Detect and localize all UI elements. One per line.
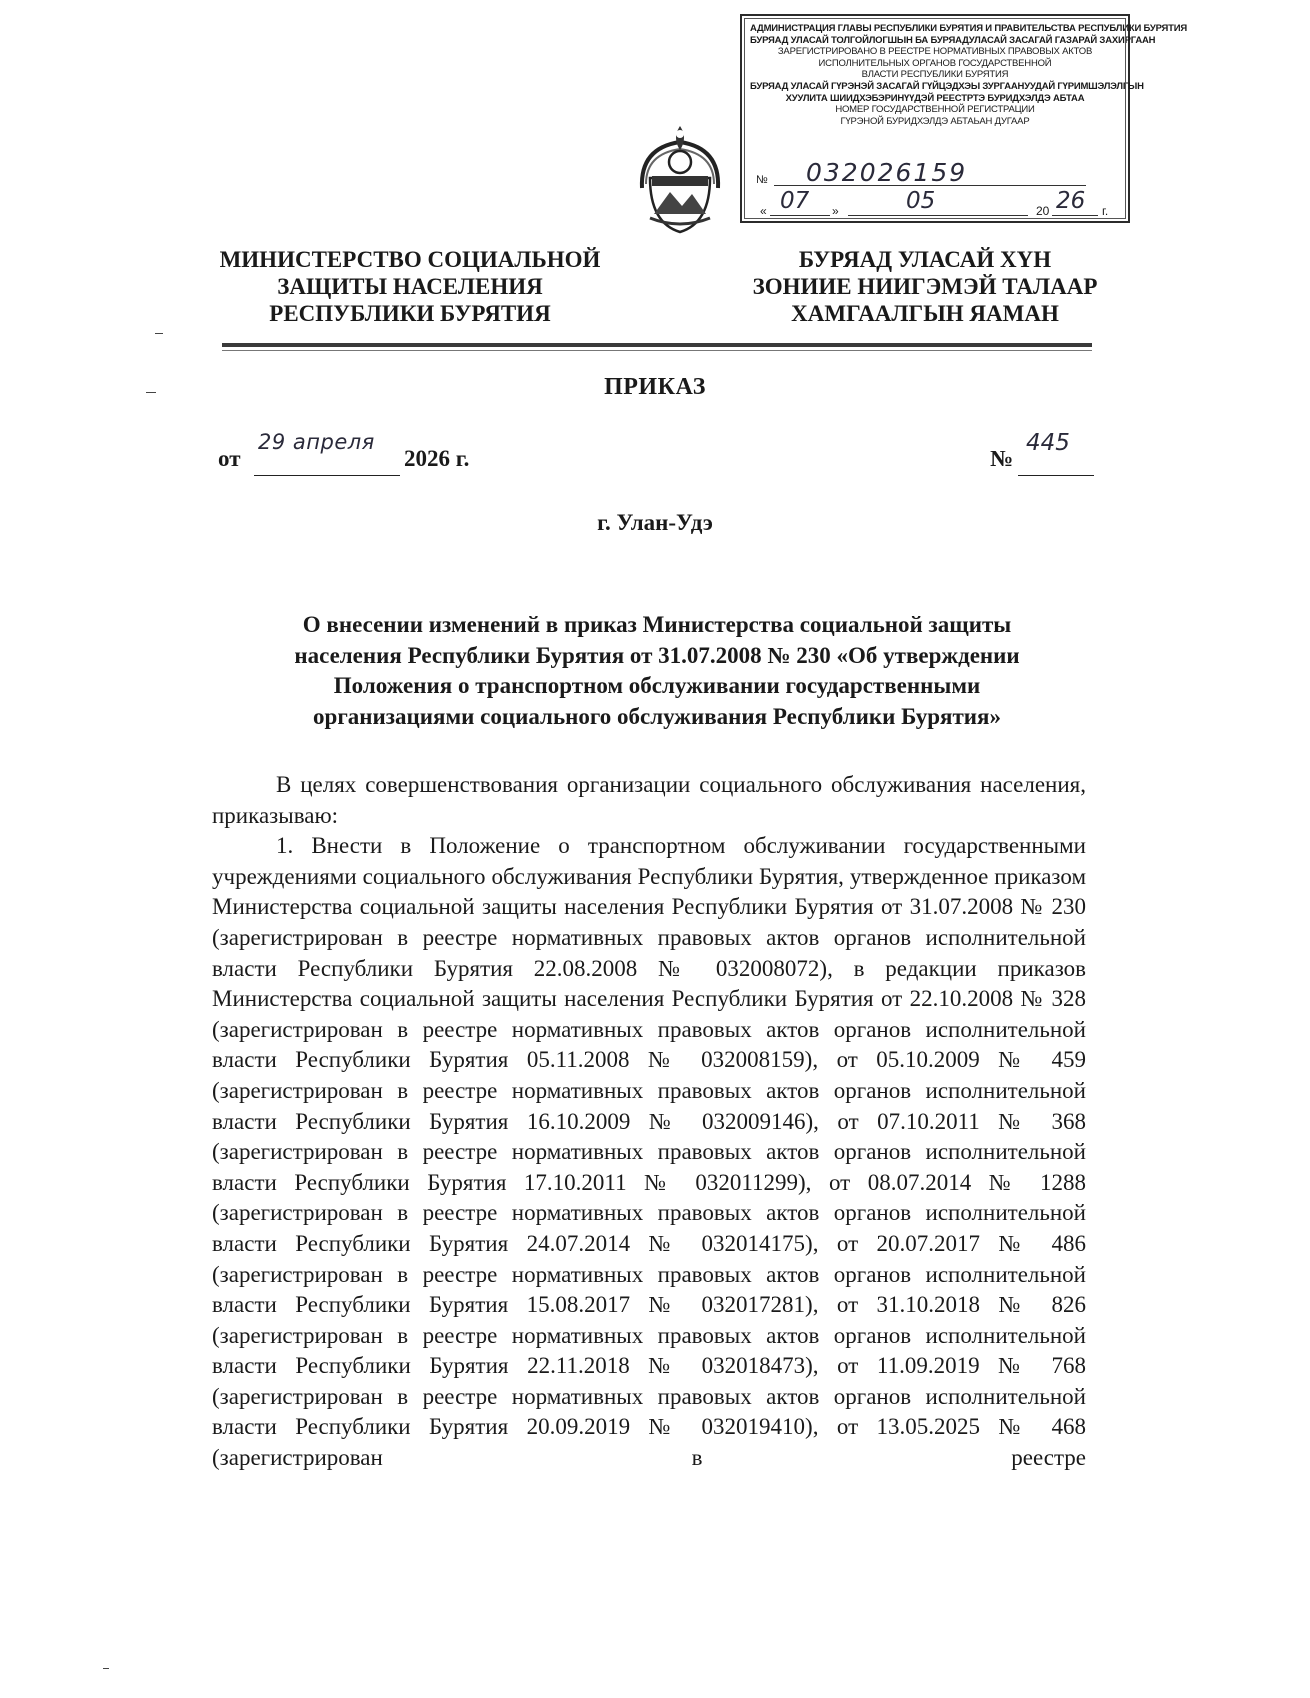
stamp-number-handwritten: 032026159 — [806, 158, 968, 187]
ministry-name-russian — [205, 246, 615, 327]
header-divider-thick — [222, 343, 1092, 347]
date-handwritten: 29 апреля — [258, 430, 375, 454]
stamp-month-underline — [848, 215, 1028, 216]
title-line: Положения о транспортном обслуживании государственными — [333, 673, 981, 698]
stamp-line: БУРЯАД УЛАСАЙ ГҮРЭНЭЙ ЗАСАГАЙ ГҮЙЦЭДХЭЫ ЗУРГААНУУДАЙ ГҮРИМШЭЛЭЛГЫН — [750, 80, 1144, 92]
header-left-line: МИНИСТЕРСТВО СОЦИАЛЬНОЙ — [219, 247, 601, 272]
stamp-line: ГҮРЭНОЙ БУРИДХЭЛДЭ АБТАЬАН ДУГААР — [840, 115, 1030, 127]
number-handwritten: 445 — [1026, 430, 1070, 456]
title-line: населения Республики Бурятия от 31.07.2008 № 230 «Об утверждении — [294, 642, 1020, 668]
date-underline — [254, 475, 400, 476]
stamp-year-underline — [1052, 215, 1098, 216]
scan-mark — [155, 333, 163, 334]
scan-mark — [146, 392, 156, 393]
header-right-line: БУРЯАД УЛАСАЙ ХҮН — [798, 247, 1052, 272]
title-line: организациями социального обслуживания Республики Бурятия» — [313, 703, 1001, 729]
stamp-year-g: г. — [1102, 204, 1109, 218]
scan-mark — [103, 1668, 109, 1669]
number-prefix: № — [990, 446, 1014, 471]
header-right-line: ЗОНИИЕ НИИГЭМЭЙ ТАЛААР — [752, 274, 1098, 299]
stamp-number-prefix: № — [756, 174, 768, 186]
stamp-line: ВЛАСТИ РЕСПУБЛИКИ БУРЯТИЯ — [861, 69, 1009, 81]
ministry-name-buryat — [740, 246, 1110, 327]
stamp-line: БУРЯАД УЛАСАЙ ТОЛГОЙЛОГШЫН БА БУРЯАДУЛАСАЙ ЗАСАГАЙ ГАЗАРАЙ ЗАХИРГААН — [750, 34, 1156, 46]
stamp-line: АДМИНИСТРАЦИЯ ГЛАВЫ РЕСПУБЛИКИ БУРЯТИЯ И ПРАВИТЕЛЬСТВА РЕСПУБЛИКИ БУРЯТИЯ — [750, 23, 1188, 34]
title-line: О внесении изменений в приказ Министерства социальной защиты — [302, 612, 1012, 637]
stamp-month-handwritten: 05 — [906, 188, 936, 214]
stamp-line: ИСПОЛНИТЕЛЬНЫХ ОРГАНОВ ГОСУДАРСТВЕННОЙ — [818, 57, 1052, 69]
city: г. Улан-Удэ — [597, 510, 713, 535]
header-right-line: ХАМГААЛГЫН ЯАМАН — [791, 301, 1059, 326]
document-type: ПРИКАЗ — [604, 374, 706, 400]
coat-of-arms-icon — [630, 118, 730, 238]
stamp-line: НОМЕР ГОСУДАРСТВЕННОЙ РЕГИСТРАЦИИ — [835, 104, 1035, 116]
stamp-quote-open: « — [760, 204, 767, 218]
number-underline — [1018, 475, 1094, 476]
stamp-line: ЗАРЕГИСТРИРОВАНО В РЕЕСТРЕ НОРМАТИВНЫХ ПРАВОВЫХ АКТОВ — [777, 46, 1093, 58]
stamp-day-underline — [770, 215, 830, 216]
document-title — [225, 610, 1089, 732]
stamp-date-row — [756, 188, 1118, 218]
stamp-quote-close: » — [832, 204, 839, 218]
stamp-line: ХУУЛИТА ШИИДХЭБЭРИНҮҮДЭЙ РЕЕСТРТЭ БУРИДХЭЛДЭ АБТАА — [785, 92, 1085, 104]
stamp-day-handwritten: 07 — [780, 188, 810, 214]
item-1-paragraph: 1. Внести в Положение о транспортном обслуживании государственными учреждениями социального обслуживания Республики Бурятия, утвержденное приказом Министерства социальной защиты населения Республики Бурятия от 31.07.2008 № 230 (зарегистрирован в реестре нормативных правовых актов органов исполнительной власти Республики Бурятия 22.08.2008 № 032008072), в редакции приказов Министерства социальной защиты населения Республики Бурятия от 22.10.2008 № 328 (зарегистрирован в реестре нормативных правовых актов органов исполнительной власти Республики Бурятия 05.11.2008 № 032008159), от 05.10.2009 № 459 (зарегистрирован в реестре нормативных правовых актов органов исполнительной власти Республики Бурятия 16.10.2009 № 032009146), от 07.10.2011 № 368 (зарегистрирован в реестре нормативных правовых актов органов исполнительной власти Республики Бурятия 17.10.2011 № 032011299), от 08.07.2014 № 1288 (зарегистрирован в реестре нормативных правовых актов органов исполнительной власти Республики Бурятия 24.07.2014 № 032014175), от 20.07.2017 № 486 (зарегистрирован в реестре нормативных правовых актов органов исполнительной власти Республики Бурятия 15.08.2017 № 032017281), от 31.10.2018 № 826 (зарегистрирован в реестре нормативных правовых актов органов исполнительной власти Республики Бурятия 22.11.2018 № 032018473), от 11.09.2019 № 768 (зарегистрирован в реестре нормативных правовых актов органов исполнительной власти Республики Бурятия 20.09.2019 № 032019410), от 13.05.2025 № 468 (зарегистрирован в реестре — [212, 833, 1086, 1471]
order-date-number-line — [218, 432, 1098, 482]
header-divider-thin — [222, 350, 1092, 351]
stamp-number-row — [756, 158, 1116, 188]
stamp-year-prefix: 20 — [1036, 204, 1050, 218]
document-body — [212, 770, 1086, 1474]
header-left-line: ЗАЩИТЫ НАСЕЛЕНИЯ — [277, 274, 543, 299]
stamp-year-handwritten: 26 — [1056, 188, 1086, 214]
intro-paragraph: В целях совершенствования организации социального обслуживания населения, приказываю: — [212, 772, 1086, 828]
date-prefix: от — [218, 446, 241, 471]
date-year: 2026 г. — [404, 446, 470, 471]
header-left-line: РЕСПУБЛИКИ БУРЯТИЯ — [269, 301, 551, 326]
registration-stamp — [740, 14, 1188, 223]
